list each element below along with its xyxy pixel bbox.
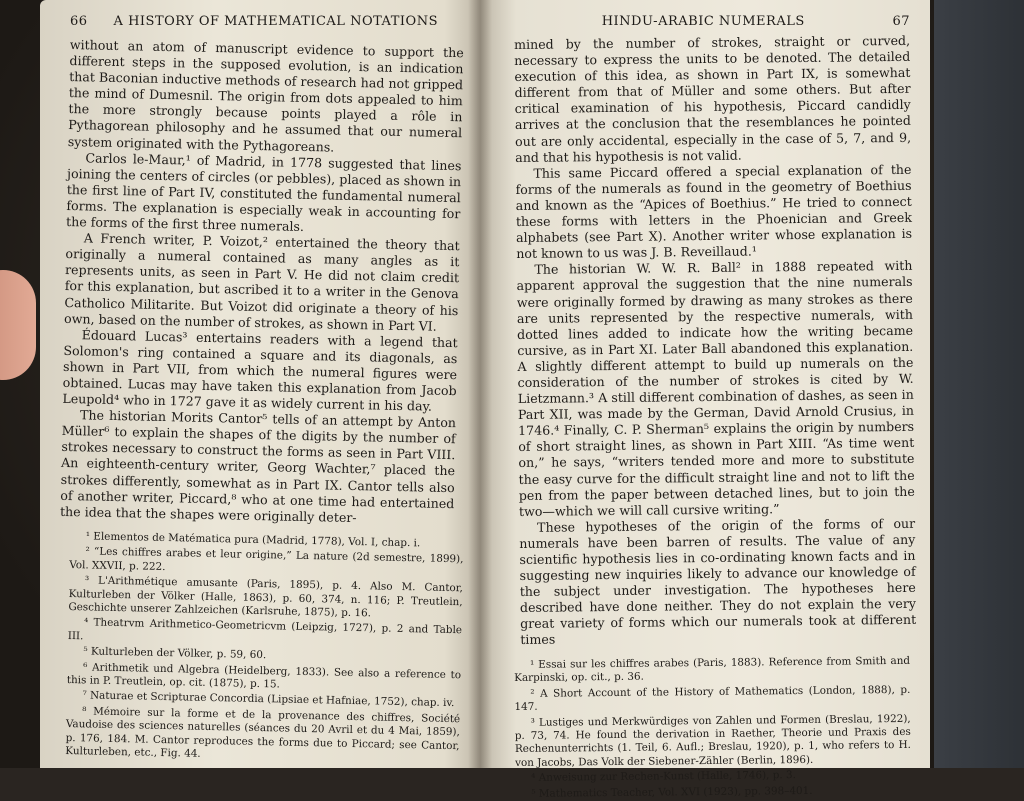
left-page-body — [60, 37, 464, 528]
left-paragraph: Édouard Lucas³ entertains readers with a legend that Solomon's ring contained a square and its diagonals, as shown in Part VII, from which the numeral figures were obtained. Lucas may have taken this explanation from Jacob Leupold⁴ who in 1727 gave it as widely current in his day. — [62, 327, 458, 414]
right-paragraph: These hypotheses of the origin of the forms of our numerals have been barren of results. The value of any scientific hypothesis lies in co-ordinating known facts and in suggesting new inquiries likely to advance our knowledge of the subject under investigation. The hypotheses here described have done neither. They do not explain the very great variety of forms which our numerals took at different times — [519, 515, 917, 648]
left-page-number: 66 — [70, 14, 88, 29]
left-page-header — [70, 14, 464, 29]
right-running-head: HINDU-ARABIC NUMERALS — [601, 14, 805, 29]
right-footnote: ¹ Essai sur les chiffres arabes (Paris, 1883). Reference from Smith and Karpinski, op. cit., p. 36. — [514, 654, 911, 684]
right-footnote: ⁴ Anweisung zur Rechen-Kunst (Halle, 1746), p. 3. — [531, 768, 796, 784]
right-footnotes — [514, 654, 911, 800]
right-footnote: ³ Lustiges und Merkwürdiges von Zahlen und Formen (Breslau, 1922), p. 73, 74. He found the derivation in Raether, Theorie und Praxis des Rechenunterrichts (1. Teil, 6. Aufl.; Breslau, 1920), p. 1, who refers to H. von Jacobs, Das Volk der Siebener-Zähler (Berlin, 1896). — [514, 712, 911, 769]
right-page-number: 67 — [892, 14, 910, 29]
left-footnote: ⁶ Arithmetik und Algebra (Heidelberg, 1833). See also a reference to this in P. Treutlein, op. cit. (1875), p. 15. — [66, 660, 462, 691]
left-footnote: ⁸ Mémoire sur la forme et de la provenance des chiffres, Société Vaudoise des sciences naturelles (séances du 20 Avril et du 4 Mai, 1859), p. 176, 184. M. Cantor reproduces the forms due to Piccard; see Cantor, Kulturleben, etc., Fig. 44. — [65, 704, 461, 760]
right-page — [480, 0, 930, 800]
right-footnote: ⁵ Mathematics Teacher, Vol. XVI (1923), pp. 398–401. — [531, 784, 813, 800]
cloth-background — [934, 0, 1024, 768]
left-running-head: A HISTORY OF MATHEMATICAL NOTATIONS — [113, 14, 438, 29]
right-footnote: ² A Short Account of the History of Mathematics (London, 1888), p. 147. — [514, 683, 911, 713]
thumb — [0, 270, 36, 380]
right-paragraph: mined by the number of strokes, straight or curved, necessary to express the units to be denoted. The detailed execution of this idea, as shown in Part IX, is somewhat different from that of Müller and some others. But after critical examination of his hypothesis, Piccard candidly arrives at the conclusion that the resemblances he pointed out are only accidental, especially in the case of 5, 7, and 9, and that his hypothesis is not valid. — [514, 32, 912, 165]
left-footnote: ² “Les chiffres arabes et leur origine,” La nature (2d semestre, 1899), Vol. XXVII, p. 222. — [69, 545, 464, 573]
right-page-body — [514, 33, 916, 649]
left-footnote: ⁴ Theatrvm Arithmetico-Geometricvm (Leipzig, 1727), p. 2 and Table III. — [67, 616, 463, 642]
left-footnotes — [65, 530, 464, 767]
right-paragraph: The historian W. W. R. Ball² in 1888 repeated with apparent approval the suggestion that the nine numerals were originally formed by drawing as many strokes as there are units represented by the respective numerals, with dotted lines added to indicate how the writing became cursive, as in Part XI. Later Ball abandoned this explanation. A slightly different attempt to build up numerals on the consideration of the number of strokes is cited by W. Lietzmann.³ A still different combination of dashes, as seen in Part XII, was made by the German, David Arnold Crusius, in 1746.⁴ Finally, C. P. Sherman⁵ explains the origin by numbers of short straight lines, as shown in Part XIII. “As time went on,” he says, “writers tended more and more to substitute the easy curve for the difficult straight line and not to lift the pen from the paper between detached lines, but to join the two—which we will call cursive writing.” — [516, 258, 915, 519]
left-footnote: ⁵ Kulturleben der Völker, p. 59, 60. — [83, 645, 267, 662]
right-page-header — [514, 14, 910, 29]
left-footnote: ⁷ Naturae et Scripturae Concordia (Lipsiae et Hafniae, 1752), chap. iv. — [82, 689, 455, 710]
left-paragraph: Carlos le-Maur,¹ of Madrid, in 1778 suggested that lines joining the centers of circles (or pebbles), placed as shown in the first line of Part IV, constituted the fundamental numeral forms. The explanation is especially weak in accounting for the forms of the first three numerals. — [65, 150, 462, 234]
left-paragraph: without an atom of manuscript evidence to support the different steps in the supposed evolution, is an indication that Baconian inductive methods of research had not gripped the mind of Dumesnil. The origin from dots appealed to him the more strongly because points played a rôle in Pythagorean philosophy and he assumed that our numeral system originated with the Pythagoreans. — [67, 37, 464, 155]
left-paragraph: A French writer, P. Voizot,² entertained the theory that originally a numeral contained as many angles as it represents units, as seen in Part V. He did not claim credit for this explanation, but ascribed it to a writer in the Genova Catholico Militarite. But Voizot did originate a theory of his own, based on the number of strokes, as shown in Part VI. — [63, 230, 460, 334]
left-footnote: ¹ Elementos de Matématica pura (Madrid, 1778), Vol. I, chap. i. — [85, 530, 421, 550]
right-paragraph: This same Piccard offered a special explanation of the forms of the numerals as found in the geometry of Boethius and known as the “Apices of Boethius.” He tried to connect these forms with letters in the Phoenician and Greek alphabets (see Part X). Another writer whose explanation is not known to us was J. B. Reveillaud.¹ — [515, 161, 913, 262]
left-footnote: ³ L'Arithmétique amusante (Paris, 1895), p. 4. Also M. Cantor, Kulturleben der Völker (Halle, 1863), p. 60, 374, n. 116; P. Treutlein, Geschichte unserer Zahlzeichen (Karlsruhe, 1875), p. 16. — [68, 574, 463, 620]
left-page — [40, 0, 480, 768]
book-gutter — [468, 0, 492, 768]
left-paragraph: The historian Morits Cantor⁵ tells of an attempt by Anton Müller⁶ to explain the shapes of the digits by the number of strokes necessary to construct the forms as seen in Part VIII. An eighteenth-century writer, Georg Wachter,⁷ placed the strokes differently, somewhat as in Part IX. Cantor tells also of another writer, Piccard,⁸ who at one time had entertained the idea that the shapes were originally deter- — [59, 407, 457, 525]
